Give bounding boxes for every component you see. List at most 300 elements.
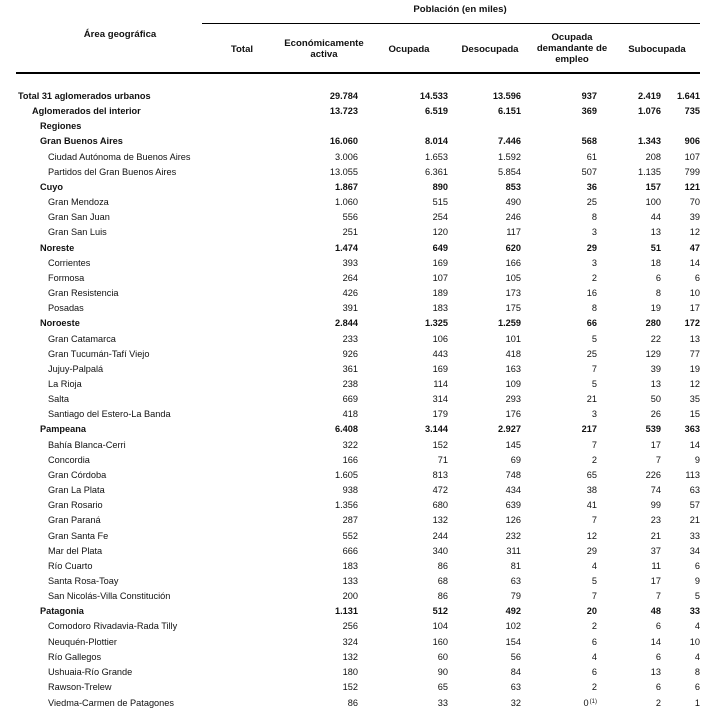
cell-value: [448, 438, 521, 453]
cell-value: [262, 195, 358, 210]
table-row: [16, 134, 700, 149]
cell-number: 426: [342, 288, 358, 299]
table-row: [16, 256, 700, 271]
cell-value: [358, 256, 448, 271]
table-row: [16, 453, 700, 468]
cell-value: [358, 271, 448, 286]
row-label: Noroeste: [40, 318, 80, 329]
table-row: [16, 180, 700, 195]
cell-number: 32: [510, 697, 521, 708]
cell-number: 937: [581, 91, 597, 101]
cell-value: [262, 453, 358, 468]
cell-value: [358, 119, 448, 134]
cell-number: 20: [586, 606, 597, 617]
cell-number: 16.060: [329, 136, 358, 147]
cell-value: [521, 544, 597, 559]
cell-value: [521, 529, 597, 544]
cell-value: [661, 316, 700, 331]
row-label: Gran San Luis: [48, 227, 107, 238]
cell-value: [521, 589, 597, 604]
cell-number: 133: [342, 576, 358, 586]
cell-value: [521, 650, 597, 665]
cell-value: [358, 377, 448, 392]
cell-value: [661, 483, 700, 498]
cell-value: [262, 104, 358, 119]
cell-number: 13: [689, 333, 700, 344]
cell-value: [262, 680, 358, 695]
cell-value: [358, 513, 448, 528]
cell-number: 361: [342, 363, 358, 374]
col-header-desocupada: Desocupada: [461, 44, 519, 55]
cell-number: 189: [432, 288, 448, 299]
cell-number: 926: [342, 348, 358, 359]
cell-number: 17: [689, 303, 700, 314]
row-label: Noreste: [40, 242, 75, 253]
cell-number: 26: [650, 409, 661, 420]
cell-number: 35: [689, 394, 700, 405]
cell-number: 183: [342, 560, 358, 571]
table-row: [16, 301, 700, 316]
cell-number: 14: [689, 439, 700, 450]
table-row: [16, 498, 700, 513]
table-row: [16, 392, 700, 407]
cell-number: 16: [586, 288, 597, 299]
cell-number: 41: [586, 500, 597, 511]
cell-value: [262, 635, 358, 650]
cell-number: 4: [591, 651, 597, 662]
row-label: Gran Santa Fe: [48, 530, 109, 541]
cell-number: 126: [505, 515, 521, 526]
cell-value: [521, 438, 597, 453]
cell-value: [358, 650, 448, 665]
cell-value: [448, 150, 521, 165]
cell-value: [597, 604, 661, 619]
cell-number: 39: [689, 212, 700, 223]
cell-number: 254: [432, 212, 448, 223]
table-row: [16, 316, 700, 331]
cell-number: 10: [689, 636, 700, 647]
cell-value: [521, 286, 597, 301]
cell-number: 2.927: [498, 424, 521, 435]
cell-number: 735: [684, 106, 700, 117]
cell-value: [448, 180, 521, 195]
cell-value: [448, 286, 521, 301]
row-label: Gran Catamarca: [48, 333, 116, 344]
cell-value: [597, 453, 661, 468]
cell-value: [262, 362, 358, 377]
cell-value: [262, 256, 358, 271]
row-label: Ushuaia-Río Grande: [48, 666, 133, 677]
cell-number: 1.605: [335, 469, 358, 480]
table-row: [16, 544, 700, 559]
cell-value: [661, 180, 700, 195]
cell-value: [262, 422, 358, 437]
cell-value: [358, 104, 448, 119]
cell-value: [597, 574, 661, 589]
cell-number: 391: [342, 303, 358, 314]
cell-value: [661, 574, 700, 589]
cell-number: 8: [591, 303, 597, 314]
cell-number: 5: [591, 333, 597, 344]
col-header-total: Total: [230, 44, 254, 55]
cell-value: [521, 150, 597, 165]
cell-number: 2: [591, 272, 597, 283]
cell-value: [262, 513, 358, 528]
cell-value: [358, 407, 448, 422]
cell-value: [262, 650, 358, 665]
table-row: [16, 347, 700, 362]
cell-number: 620: [505, 242, 521, 253]
cell-value: [262, 180, 358, 195]
cell-number: 23: [650, 515, 661, 526]
table-body: [16, 89, 700, 711]
cell-value: [521, 119, 597, 134]
cell-value: [448, 665, 521, 680]
cell-value: [262, 589, 358, 604]
cell-number: 251: [342, 227, 358, 238]
cell-number: 507: [581, 166, 597, 177]
cell-number: 48: [650, 606, 661, 617]
cell-number: 145: [505, 439, 521, 450]
cell-number: 238: [342, 378, 358, 389]
cell-value: [358, 589, 448, 604]
cell-value: [597, 347, 661, 362]
cell-number: 57: [689, 500, 700, 511]
cell-value: [448, 574, 521, 589]
cell-value: [262, 574, 358, 589]
cell-number: 3: [591, 257, 597, 268]
cell-number: 169: [432, 257, 448, 268]
cell-number: 36: [586, 181, 597, 192]
row-label: Corrientes: [48, 257, 91, 268]
cell-value: [521, 89, 597, 104]
cell-number: 293: [505, 394, 521, 405]
cell-number: 113: [685, 469, 700, 480]
cell-number: 6.519: [425, 106, 448, 117]
row-label: Gran Buenos Aires: [40, 136, 123, 147]
col-header-ocupada-demandante: Ocupada demandante de empleo: [536, 32, 608, 65]
cell-value: [661, 225, 700, 240]
cell-value: [521, 362, 597, 377]
cell-number: 18: [650, 257, 661, 268]
cell-number: 13: [650, 378, 661, 389]
cell-value: [262, 544, 358, 559]
cell-number: 6.408: [335, 424, 358, 435]
cell-value: [358, 392, 448, 407]
cell-value: [521, 604, 597, 619]
cell-value: [262, 316, 358, 331]
cell-value: [358, 241, 448, 256]
cell-value: [262, 665, 358, 680]
cell-number: 200: [342, 591, 358, 602]
cell-value: [448, 407, 521, 422]
cell-number: 101: [505, 333, 521, 344]
cell-number: 552: [342, 530, 358, 541]
cell-number: 515: [432, 197, 448, 208]
cell-number: 6: [694, 682, 700, 693]
cell-number: 418: [342, 409, 358, 420]
table-row: [16, 483, 700, 498]
cell-number: 33: [689, 530, 700, 541]
cell-number: 1.592: [498, 151, 521, 162]
cell-value: [448, 468, 521, 483]
cell-number: 166: [505, 257, 521, 268]
cell-value: [358, 680, 448, 695]
cell-number: 19: [650, 303, 661, 314]
cell-number: 22: [650, 333, 661, 344]
cell-number: 6: [655, 621, 661, 632]
cell-number: 13: [650, 666, 661, 677]
cell-value: [597, 635, 661, 650]
cell-value: [597, 271, 661, 286]
cell-number: 175: [505, 303, 521, 314]
cell-value: [661, 241, 700, 256]
row-label: Gran Córdoba: [48, 469, 107, 480]
row-label: Posadas: [48, 303, 84, 314]
row-label: Regiones: [40, 121, 82, 132]
cell-number: 152: [432, 439, 448, 450]
cell-number: 86: [347, 697, 358, 708]
cell-number: 8: [655, 288, 661, 299]
cell-value: [661, 513, 700, 528]
cell-value: [597, 316, 661, 331]
cell-value: [358, 180, 448, 195]
cell-value: [262, 468, 358, 483]
cell-value: [521, 665, 597, 680]
cell-number: 15: [689, 409, 700, 420]
cell-number: 5: [694, 591, 700, 602]
cell-value: [597, 180, 661, 195]
cell-value: [661, 195, 700, 210]
cell-number: 1.131: [335, 606, 358, 617]
row-label: Comodoro Rivadavia-Rada Tilly: [48, 621, 178, 632]
cell-value: [597, 195, 661, 210]
cell-number: 154: [505, 636, 521, 647]
cell-number: 649: [432, 242, 448, 253]
cell-value: [521, 332, 597, 347]
cell-number: 84: [510, 666, 521, 677]
cell-number: 44: [650, 212, 661, 223]
cell-value: [358, 89, 448, 104]
cell-value: [661, 271, 700, 286]
cell-value: [597, 680, 661, 695]
cell-number: 33: [437, 697, 448, 708]
cell-value: [448, 271, 521, 286]
cell-number: 179: [432, 409, 448, 420]
cell-number: 680: [432, 500, 448, 511]
cell-number: 5.854: [498, 166, 521, 177]
cell-value: [262, 89, 358, 104]
cell-number: 6.151: [498, 106, 521, 117]
table-row: [16, 422, 700, 437]
row-label: Gran La Plata: [48, 485, 105, 496]
cell-value: [358, 332, 448, 347]
cell-number: 107: [432, 272, 448, 283]
table-row: [16, 89, 700, 104]
row-label: Gran Rosario: [48, 500, 103, 511]
col-header-ocupada: Ocupada: [388, 44, 430, 55]
cell-number: 264: [342, 272, 358, 283]
cell-value: [521, 225, 597, 240]
cell-number: 7: [591, 515, 597, 526]
cell-value: [358, 210, 448, 225]
table-row: [16, 407, 700, 422]
cell-value: [521, 392, 597, 407]
cell-value: [661, 438, 700, 453]
cell-number: 63: [689, 485, 700, 496]
cell-number: 132: [342, 651, 358, 662]
cell-number: 157: [645, 181, 661, 192]
cell-value: [358, 225, 448, 240]
cell-number: 102: [505, 621, 521, 632]
row-label: Río Cuarto: [48, 560, 93, 571]
cell-value: [597, 407, 661, 422]
cell-value: [661, 301, 700, 316]
cell-number: 6: [655, 651, 661, 662]
cell-value: [448, 119, 521, 134]
cell-value: [448, 362, 521, 377]
cell-value: [448, 422, 521, 437]
cell-number: 208: [645, 151, 661, 162]
cell-value: [661, 422, 700, 437]
cell-number: 1.474: [335, 242, 358, 253]
row-label: Gran San Juan: [48, 212, 110, 223]
row-label: Aglomerados del interior: [32, 106, 141, 117]
cell-value: [262, 392, 358, 407]
cell-number: 492: [505, 606, 521, 617]
cell-number: 71: [437, 454, 448, 465]
cell-value: [358, 665, 448, 680]
cell-value: [448, 241, 521, 256]
cell-value: [358, 574, 448, 589]
cell-value: [262, 559, 358, 574]
row-label: Partidos del Gran Buenos Aires: [48, 166, 177, 177]
cell-number: 17: [650, 576, 661, 586]
cell-number: 1.343: [638, 136, 661, 147]
cell-value: [448, 650, 521, 665]
cell-value: [448, 210, 521, 225]
cell-number: 63: [510, 682, 521, 693]
cell-number: 853: [505, 181, 521, 192]
cell-value: [521, 301, 597, 316]
cell-number: 6: [655, 272, 661, 283]
cell-value: [661, 665, 700, 680]
cell-value: [262, 438, 358, 453]
cell-number: 6: [655, 682, 661, 693]
cell-number: 217: [581, 424, 597, 435]
cell-number: 51: [650, 242, 661, 253]
row-label: Viedma-Carmen de Patagones: [48, 697, 174, 708]
row-label: Salta: [48, 394, 69, 405]
cell-number: 74: [650, 485, 661, 496]
table-row: [16, 604, 700, 619]
cell-number: 1.259: [498, 318, 521, 329]
cell-number: 12: [689, 378, 700, 389]
cell-number: 11: [651, 560, 661, 571]
cell-number: 2.419: [638, 91, 661, 101]
cell-number: 669: [342, 394, 358, 405]
cell-number: 1: [694, 697, 700, 708]
cell-value: [521, 377, 597, 392]
cell-value: [262, 210, 358, 225]
cell-number: 2.844: [335, 318, 358, 329]
cell-value: [262, 604, 358, 619]
row-label: Gran Paraná: [48, 515, 101, 526]
cell-value: [661, 635, 700, 650]
cell-value: [521, 574, 597, 589]
table-row: [16, 332, 700, 347]
cell-number: 117: [506, 227, 521, 238]
cell-value: [521, 165, 597, 180]
cell-number: 63: [510, 576, 521, 586]
cell-value: [661, 362, 700, 377]
cell-number: 65: [437, 682, 448, 693]
cell-value: [661, 392, 700, 407]
cell-number: 60: [437, 651, 448, 662]
cell-value: [448, 604, 521, 619]
cell-value: [448, 680, 521, 695]
cell-value: [448, 529, 521, 544]
cell-value: [358, 286, 448, 301]
cell-number: 132: [432, 515, 448, 526]
cell-value: [661, 544, 700, 559]
cell-number: 17: [650, 439, 661, 450]
cell-number: 38: [586, 485, 597, 496]
cell-value: [597, 544, 661, 559]
cell-value: [597, 332, 661, 347]
cell-value: [262, 377, 358, 392]
cell-value: [358, 134, 448, 149]
cell-number: 106: [432, 333, 448, 344]
cell-value: [521, 619, 597, 634]
cell-number: 69: [510, 454, 521, 465]
table-row: [16, 195, 700, 210]
cell-number: 938: [342, 485, 358, 496]
cell-value: [661, 498, 700, 513]
cell-value: [448, 589, 521, 604]
table-row: [16, 438, 700, 453]
cell-number: 233: [342, 333, 358, 344]
col-header-subocupada: Subocupada: [628, 44, 686, 55]
cell-number: 7: [591, 439, 597, 450]
cell-number: 393: [342, 257, 358, 268]
cell-value: [358, 498, 448, 513]
cell-value: [661, 589, 700, 604]
table-row: [16, 377, 700, 392]
cell-number: 340: [432, 545, 448, 556]
cell-number: 9: [694, 454, 700, 465]
cell-number: 25: [586, 197, 597, 208]
cell-value: [358, 604, 448, 619]
cell-number: 232: [505, 530, 521, 541]
cell-number: 19: [689, 363, 700, 374]
cell-number: 37: [650, 545, 661, 556]
table-row: [16, 680, 700, 695]
cell-value: [521, 104, 597, 119]
table-row: [16, 529, 700, 544]
cell-value: [358, 150, 448, 165]
cell-number: 56: [510, 651, 521, 662]
cell-value: [262, 119, 358, 134]
cell-value: [448, 377, 521, 392]
cell-number: 47: [689, 242, 700, 253]
cell-value: [262, 301, 358, 316]
cell-number: 68: [437, 576, 448, 586]
cell-number: 120: [432, 227, 448, 238]
cell-number: 7.446: [498, 136, 521, 147]
cell-number: 890: [432, 181, 448, 192]
cell-number: 29.784: [329, 91, 358, 101]
